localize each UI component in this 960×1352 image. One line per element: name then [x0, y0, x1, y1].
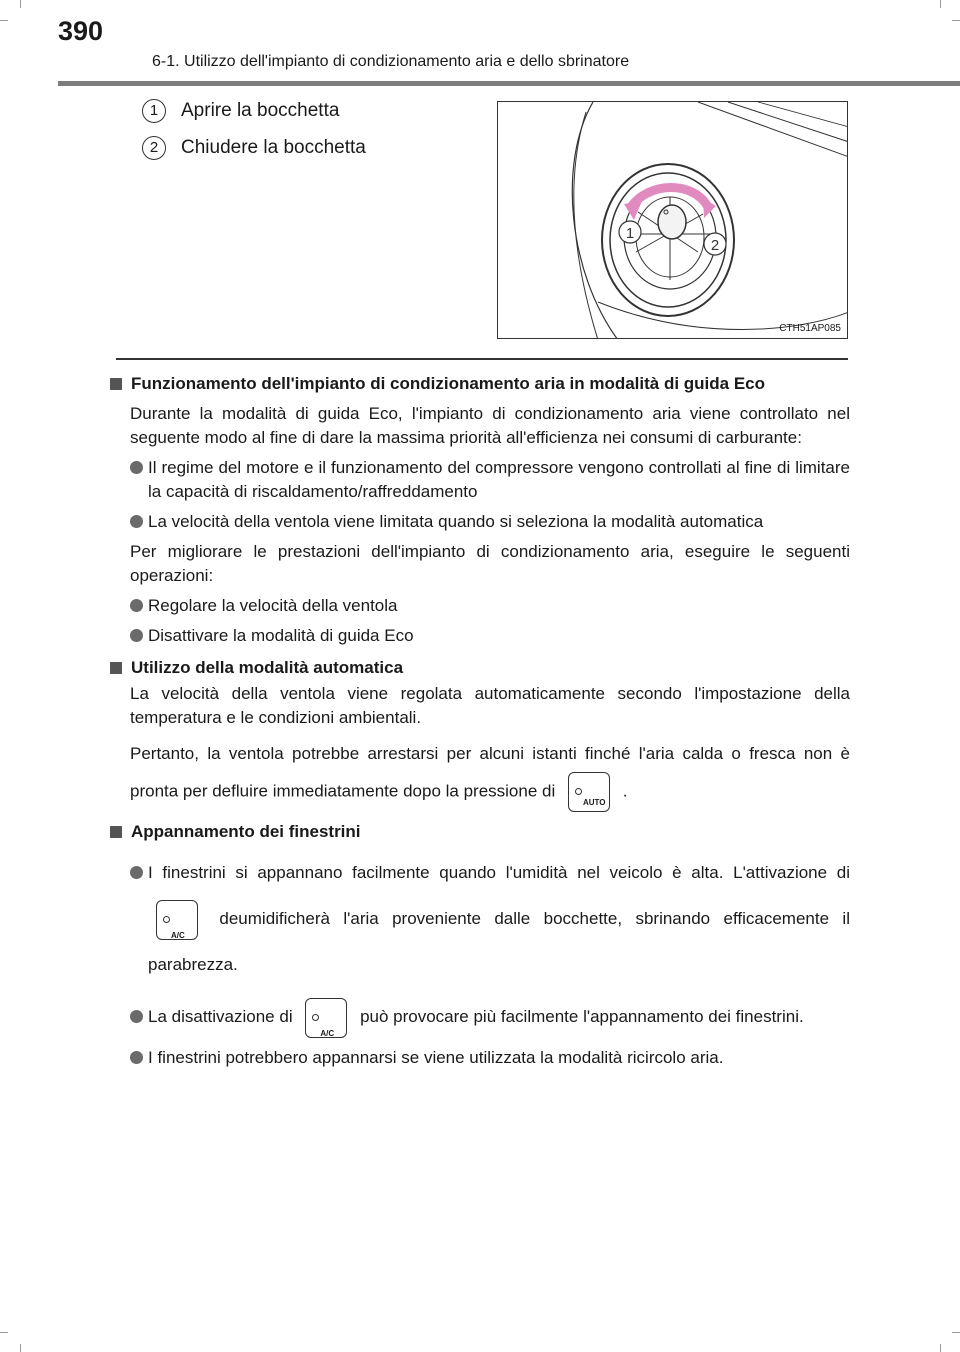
- list-item: Il regime del motore e il funzionamento del compressore vengono controllati al fine di limitare la capacità di riscaldamento/raffreddamento: [130, 456, 850, 504]
- section-heading-fogging: Appannamento dei finestrini: [110, 820, 850, 844]
- section-heading-auto: Utilizzo della modalità automatica: [110, 656, 850, 680]
- paragraph: Durante la modalità di guida Eco, l'impianto di condizionamento aria viene controllato nel seguente modo al fine di dare la massima priorità all'efficienza nei consumi di carburante:: [130, 404, 850, 447]
- callout-open: [142, 92, 472, 129]
- square-bullet-icon: [110, 378, 122, 390]
- body-text: [110, 368, 850, 1070]
- figure-marker-1: 1: [625, 225, 635, 242]
- square-bullet-icon: [110, 662, 122, 674]
- crop-mark: [952, 1332, 960, 1333]
- circle-bullet-icon: [130, 515, 143, 528]
- square-bullet-icon: [110, 826, 122, 838]
- figure-marker-2: 2: [710, 237, 720, 254]
- vent-illustration: [497, 101, 848, 339]
- callout-number: 1: [142, 99, 166, 123]
- circle-bullet-icon: [130, 1010, 143, 1023]
- crop-mark: [940, 0, 941, 8]
- callout-label: Aprire la bocchetta: [181, 99, 340, 121]
- callout-number: 2: [142, 136, 166, 160]
- list-item: I finestrini si appannano facilmente quando l'umidità nel veicolo è alta. L'attivazione di A/C deumidificherà l'aria proveniente dalle bocchette, sbrinando efficacemente il parabrezza.: [130, 850, 850, 988]
- auto-button-icon: AUTO: [568, 772, 610, 812]
- circle-bullet-icon: [130, 866, 143, 879]
- callout-label: Chiudere la bocchetta: [181, 136, 366, 158]
- circle-bullet-icon: [130, 461, 143, 474]
- paragraph: Per migliorare le prestazioni dell'impianto di condizionamento aria, eseguire le seguenti operazioni:: [130, 542, 850, 585]
- section-heading-eco: Funzionamento dell'impianto di condizionamento aria in modalità di guida Eco: [110, 372, 850, 396]
- crop-mark: [20, 1344, 21, 1352]
- list-item: La velocità della ventola viene limitata quando si seleziona la modalità automatica: [130, 510, 850, 534]
- paragraph: Pertanto, la ventola potrebbe arrestarsi per alcuni istanti finché l'aria calda o fresca non è pronta per defluire immediatamente dopo la pressione di AUTO .: [130, 736, 850, 812]
- header-rule: [58, 81, 960, 86]
- vent-drawing: [498, 102, 848, 339]
- callout-close: [142, 129, 472, 166]
- figure-code: CTH51AP085: [779, 323, 841, 334]
- list-item: Disattivare la modalità di guida Eco: [130, 624, 850, 648]
- ac-button-icon: A/C: [156, 900, 198, 940]
- callout-list: [142, 92, 472, 166]
- ac-button-icon: A/C: [305, 998, 347, 1038]
- list-item: La disattivazione di A/C può provocare più facilmente l'appannamento dei finestrini.: [130, 994, 850, 1040]
- paragraph: La velocità della ventola viene regolata automaticamente secondo l'impostazione della temperatura e le condizioni ambientali.: [130, 684, 850, 727]
- crop-mark: [952, 20, 960, 21]
- list-item: I finestrini potrebbero appannarsi se viene utilizzata la modalità ricircolo aria.: [130, 1046, 850, 1070]
- page-number: 390: [58, 16, 104, 46]
- list-item: Regolare la velocità della ventola: [130, 594, 850, 618]
- crop-mark: [20, 0, 21, 8]
- crop-mark: [0, 20, 8, 21]
- running-head: 6-1. Utilizzo dell'impianto di condizionamento aria e dello sbrinatore: [152, 53, 630, 70]
- crop-mark: [940, 1344, 941, 1352]
- circle-bullet-icon: [130, 599, 143, 612]
- crop-mark: [0, 1332, 8, 1333]
- section-rule: [116, 358, 848, 360]
- circle-bullet-icon: [130, 629, 143, 642]
- circle-bullet-icon: [130, 1051, 143, 1064]
